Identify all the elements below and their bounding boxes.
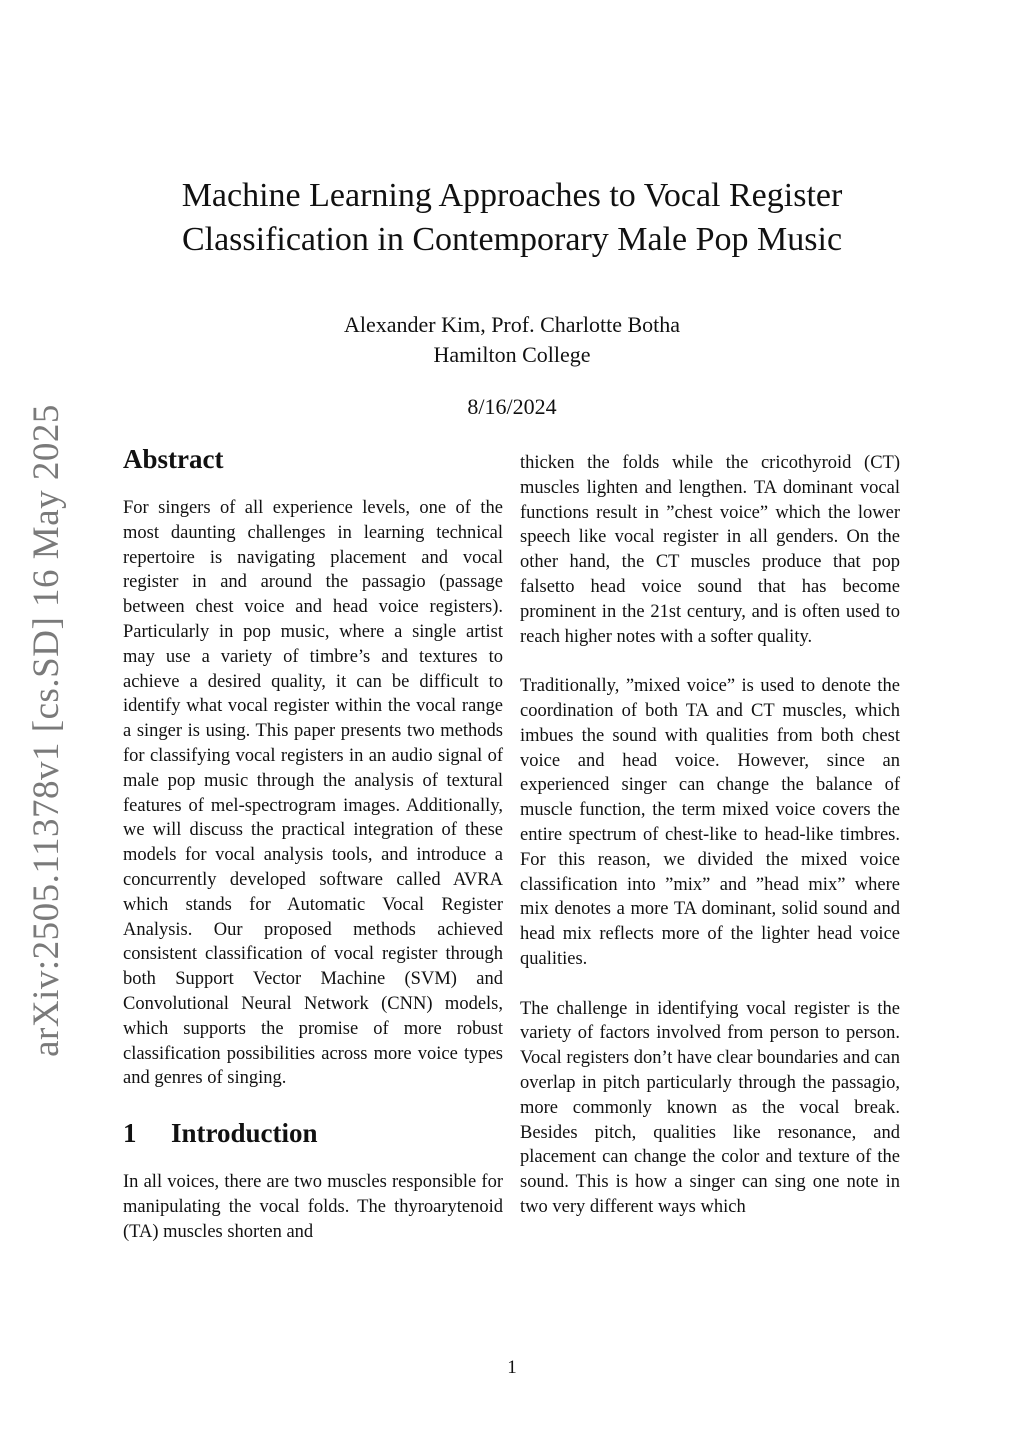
paper-title-line-1: Machine Learning Approaches to Vocal Register xyxy=(181,177,843,214)
abstract-text: For singers of all experience levels, one of the most daunting challenges in learning technical repertoire is navigating placement and vocal register in and around the passagio (passage between chest voice and head voice registers). Particularly in pop music, where a single artist may use a variety of timbre’s and textures to achieve a desired quality, it can be difficult to identify what vocal register within the vocal range a singer is using. This paper presents two methods for classifying vocal registers in an audio signal of male pop music through the analysis of textural features of mel-spectrogram images. Additionally, we will discuss the practical integration of these models for vocal analysis tools, and introduce a concurrently developed software called AVRA which stands for Automatic Vocal Register Analysis. Our proposed methods achieved consistent classification of vocal register through both Support Vector Machine (SVM) and Convolutional Neural Network (CNN) models, which supports the promise of more robust classification possibilities across more voice types and genres of singing. xyxy=(123,498,503,1089)
introduction-heading xyxy=(123,1116,503,1150)
page-number: 1 xyxy=(507,1357,517,1378)
arxiv-identifier-stamp xyxy=(16,403,76,1057)
paper-date: 8/16/2024 xyxy=(467,394,557,419)
arxiv-identifier-text: arXiv:2505.11378v1 [cs.SD] 16 May 2025 xyxy=(25,403,67,1057)
paper-title-line-2: Classification in Contemporary Male Pop Music xyxy=(181,221,843,258)
left-column xyxy=(123,442,503,1269)
introduction-paragraph-1-continued: thicken the folds while the cricothyroid (CT) muscles lighten and lengthen. TA dominant vocal functions result in ”chest voice” which the lower speech like vocal register in all genders. On the other hand, the CT muscles produce that pop falsetto head voice sound that has become prominent in the 21st century, and is often used to reach higher notes with a softer quality. xyxy=(520,453,900,647)
author-affiliation: Hamilton College xyxy=(433,342,591,367)
introduction-paragraph-1-start: In all voices, there are two muscles responsible for manipulating the vocal folds. The thyroarytenoid (TA) muscles shorten and xyxy=(123,1171,503,1242)
title-block xyxy=(120,174,904,422)
author-block xyxy=(120,310,904,370)
section-number: 1 xyxy=(123,1117,137,1148)
author-names: Alexander Kim, Prof. Charlotte Botha xyxy=(343,312,681,337)
right-column xyxy=(520,451,900,1245)
introduction-paragraph-3: The challenge in identifying vocal register is the variety of factors involved from person to person. Vocal registers don’t have clear boundaries and can overlap in pitch particularly through the passagio, more commonly known as the vocal break. Besides pitch, qualities like resonance, and placement can change the color and texture of the sound. This is how a singer can sing one note in two very different ways which xyxy=(520,998,900,1217)
abstract-heading: Abstract xyxy=(123,444,224,474)
paper-title xyxy=(120,174,904,262)
section-title: Introduction xyxy=(171,1117,318,1148)
introduction-paragraph-2: Traditionally, ”mixed voice” is used to denote the coordination of both TA and CT muscles, which imbues the sound with qualities from both chest voice and head voice. However, since an experienced singer can change the balance of muscle function, the term mixed voice covers the entire spectrum of chest-like to head-like timbres. For this reason, we divided the mixed voice classification into ”mix” and ”head mix” where mix denotes a more TA dominant, solid sound and head mix reflects more of the lighter head voice qualities. xyxy=(520,676,900,969)
